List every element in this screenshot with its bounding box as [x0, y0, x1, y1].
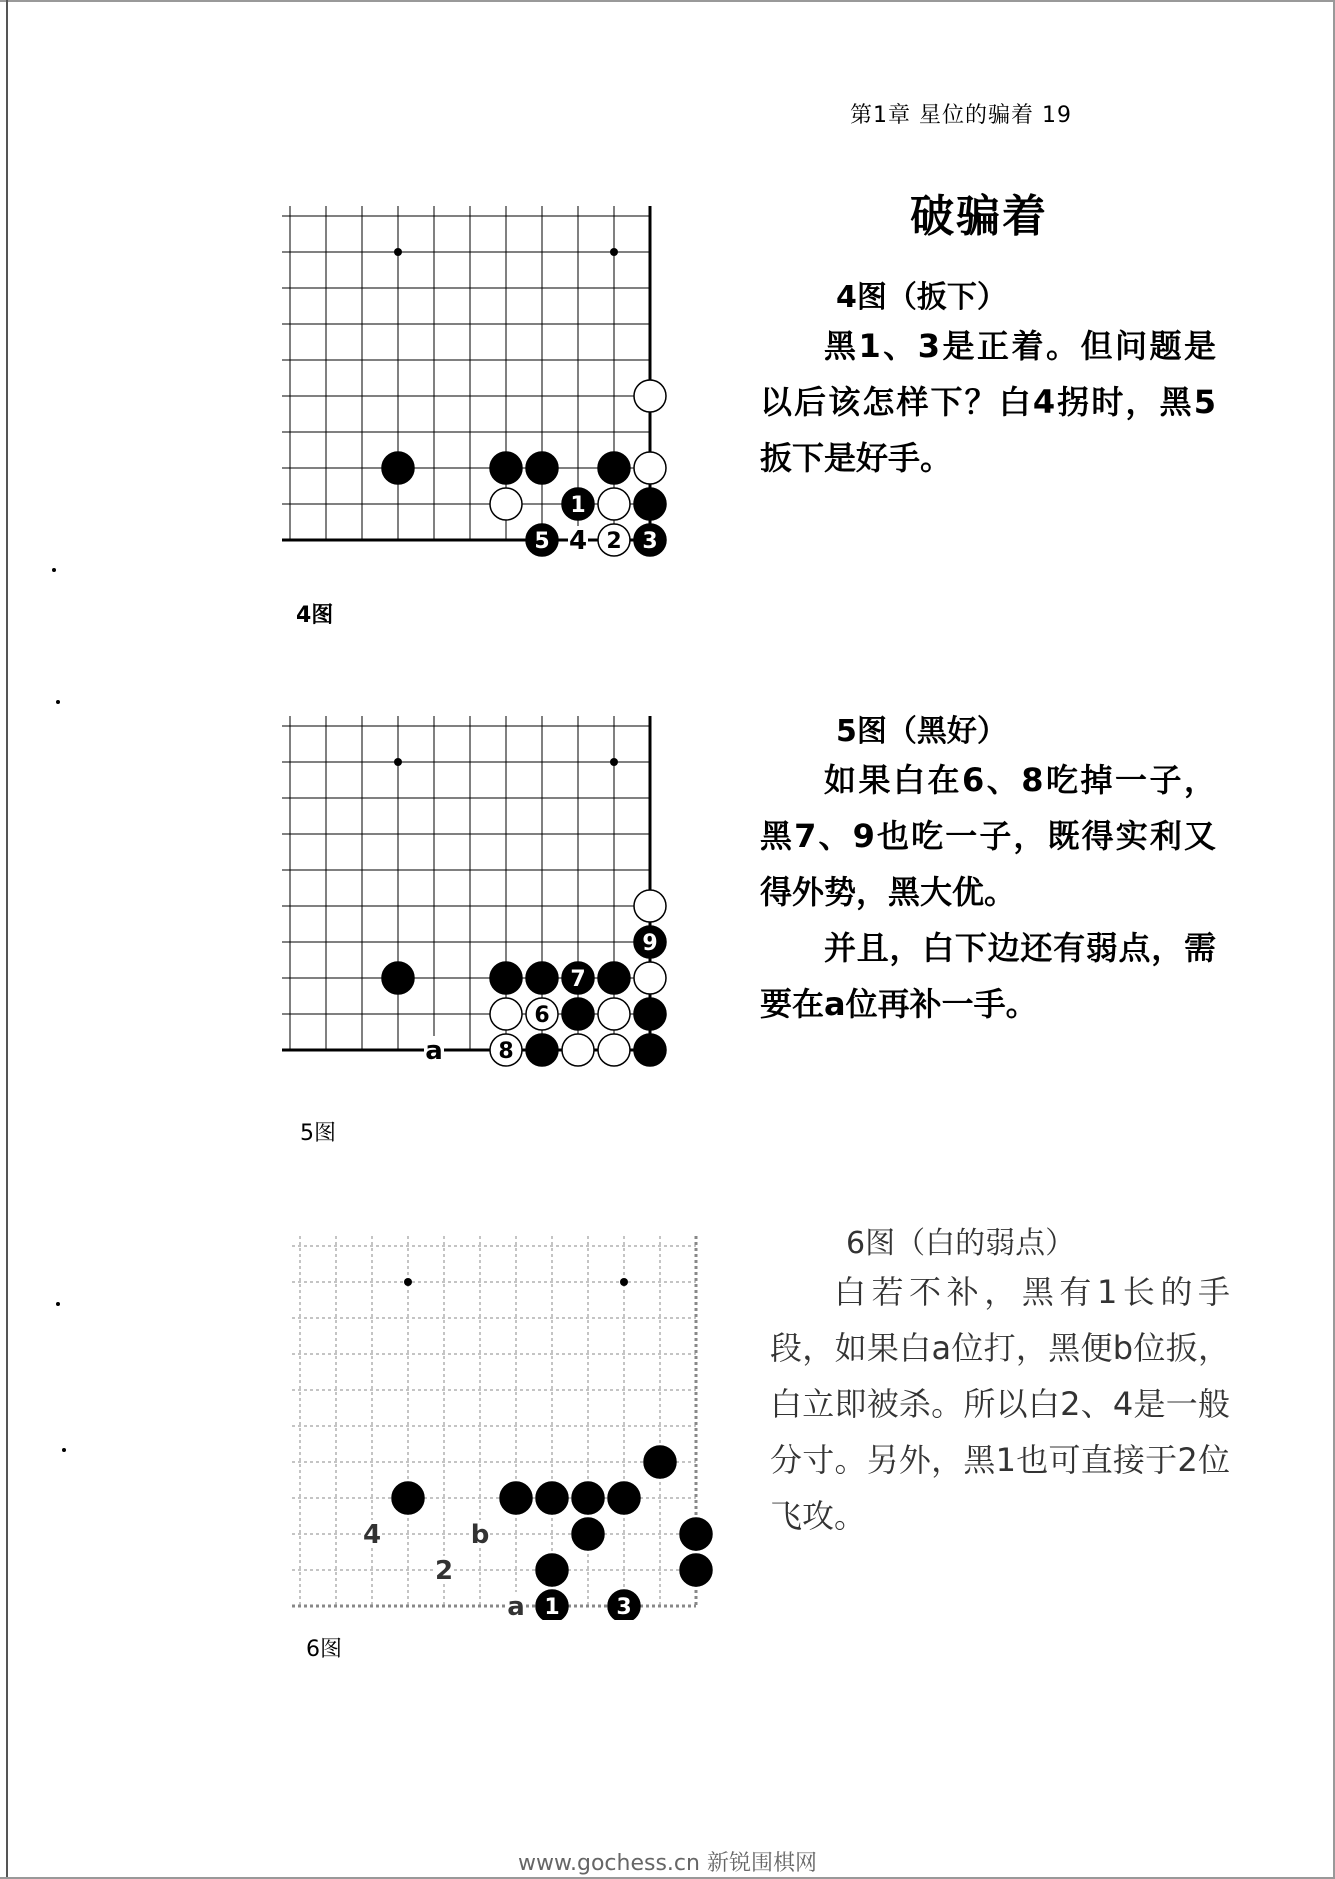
black-stone: [382, 452, 414, 484]
white-stone: [598, 488, 630, 520]
black-stone: [680, 1554, 712, 1586]
stone-move-number: 7: [570, 967, 586, 992]
white-stone: [598, 998, 630, 1030]
scan-speck: [56, 700, 60, 704]
diagram-5-text-1: 如果白在6、8吃掉一子，黑7、9也吃一子，既得实利又得外势，黑大优。: [760, 761, 1216, 911]
go-board-diagram-4: [280, 190, 750, 590]
board-grid: [282, 206, 650, 540]
board-mark-label: b: [470, 1520, 490, 1550]
stone-move-number: 5: [534, 529, 550, 554]
diagram-5-title: 5图（黑好）: [836, 714, 1007, 749]
black-stone: [536, 1554, 568, 1586]
section-title: 破骗着: [910, 191, 1048, 242]
white-stone: [634, 962, 666, 994]
page-border-top: [0, 0, 1335, 2]
black-stone: [598, 962, 630, 994]
star-point: [610, 758, 618, 766]
board-grid: [292, 1236, 696, 1606]
board-mark-label: 2: [434, 1556, 454, 1586]
stone-move-number: 9: [642, 931, 658, 956]
stone-move-number: 3: [616, 1595, 632, 1620]
black-stone: [490, 962, 522, 994]
stone-move-number: 1: [570, 493, 586, 518]
black-stone: [562, 998, 594, 1030]
board-mark-label: 4: [362, 1520, 382, 1550]
white-stone: [562, 1034, 594, 1066]
board-grid: [282, 716, 650, 1050]
star-point: [404, 1278, 412, 1286]
diagram-4-caption: 4图: [296, 603, 334, 628]
white-stone: [634, 452, 666, 484]
go-board-diagram-6: [290, 1220, 770, 1620]
black-stone: [500, 1482, 532, 1514]
black-stone: [382, 962, 414, 994]
scan-speck: [62, 1448, 66, 1452]
watermark: www.gochess.cn 新锐围棋网: [518, 1851, 817, 1876]
scan-speck: [52, 568, 56, 572]
stone-move-number: 2: [606, 529, 622, 554]
black-stone: [680, 1518, 712, 1550]
diagram-5-text-2: 并且，白下边还有弱点，需要在a位再补一手。: [760, 929, 1216, 1023]
diagram-4-title: 4图（扳下）: [836, 280, 1007, 315]
diagram-5-caption: 5图: [300, 1121, 336, 1146]
white-stone: [634, 380, 666, 412]
star-point: [620, 1278, 628, 1286]
stone-move-number: 3: [642, 529, 658, 554]
black-stone: [634, 1034, 666, 1066]
board-mark-label: a: [507, 1592, 525, 1620]
black-stone: [572, 1518, 604, 1550]
diagram-6-text: 白若不补，黑有1长的手段，如果白a位打，黑便b位扳，白立即被杀。所以白2、4是一般分寸。另外，黑1也可直接于2位飞攻。: [770, 1273, 1230, 1535]
black-stone: [598, 452, 630, 484]
diagram-4-text: 黑1、3是正着。但问题是以后该怎样下？白4拐时，黑5扳下是好手。: [760, 327, 1216, 477]
stone-move-number: 8: [498, 1039, 514, 1064]
black-stone: [572, 1482, 604, 1514]
star-point: [610, 248, 618, 256]
board-mark-label: a: [425, 1036, 443, 1066]
board-mark-label: 4: [568, 526, 588, 556]
page-border-left: [6, 0, 8, 1879]
white-stone: [634, 890, 666, 922]
white-stone: [490, 998, 522, 1030]
black-stone: [536, 1482, 568, 1514]
stone-move-number: 1: [544, 1595, 560, 1620]
diagram-6-title: 6图（白的弱点）: [846, 1226, 1076, 1261]
black-stone: [526, 1034, 558, 1066]
go-board-diagram-5: [280, 700, 750, 1100]
white-stone: [490, 488, 522, 520]
running-head: 第1章 星位的骗着 19: [850, 103, 1072, 128]
black-stone: [634, 998, 666, 1030]
black-stone: [490, 452, 522, 484]
black-stone: [644, 1446, 676, 1478]
black-stone: [608, 1482, 640, 1514]
black-stone: [392, 1482, 424, 1514]
diagram-6-caption: 6图: [306, 1637, 342, 1662]
white-stone: [598, 1034, 630, 1066]
star-point: [394, 248, 402, 256]
black-stone: [634, 488, 666, 520]
scan-speck: [56, 1302, 60, 1306]
black-stone: [526, 962, 558, 994]
stone-move-number: 6: [534, 1003, 550, 1028]
star-point: [394, 758, 402, 766]
black-stone: [526, 452, 558, 484]
